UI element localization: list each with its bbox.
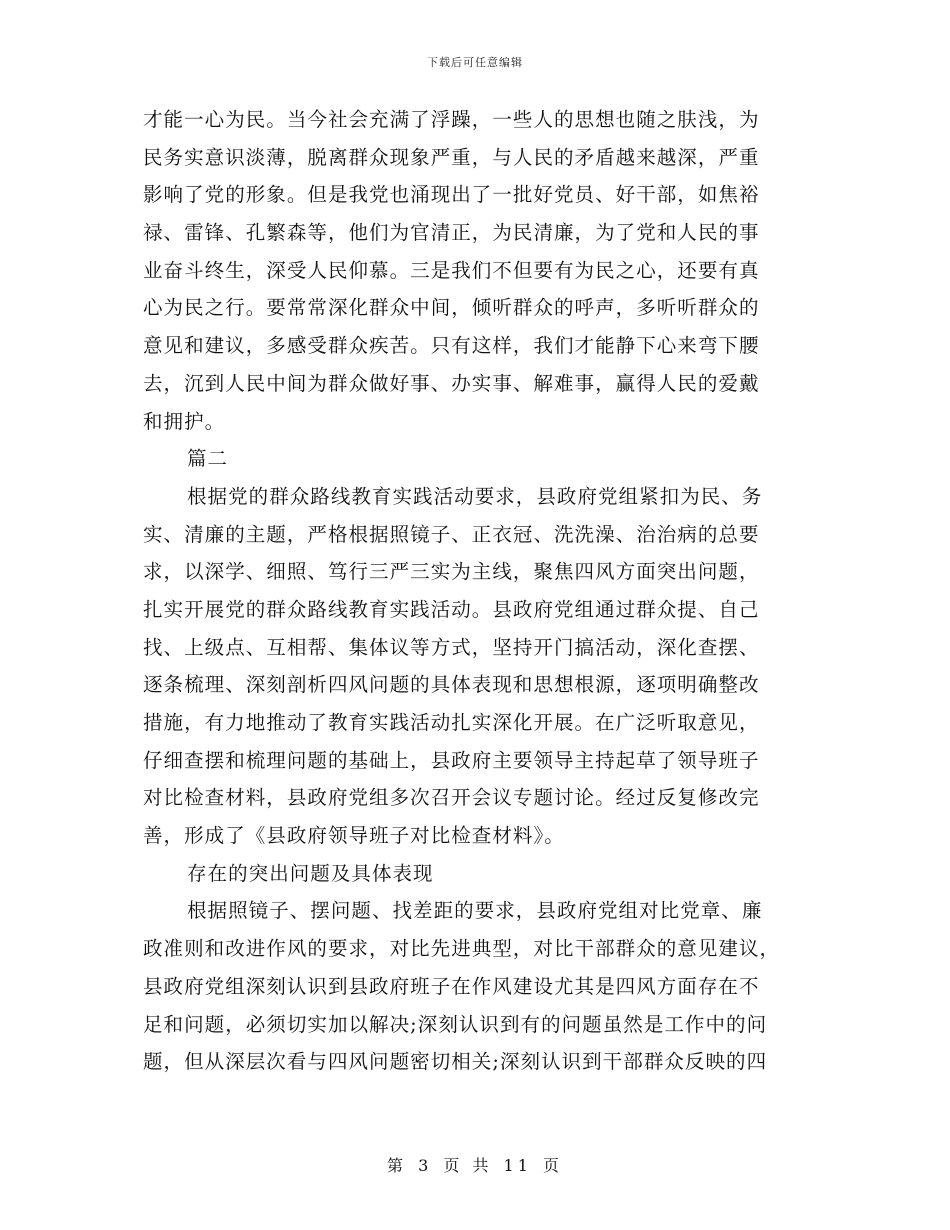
text-line: 逐条梳理、深刻剖析四风问题的具体表现和思想根源，逐项明确整改 bbox=[143, 673, 760, 697]
total-page-count: 11 bbox=[503, 1156, 532, 1175]
text-line: 扎实开展党的群众路线教育实践活动。县政府党组通过群众提、自己 bbox=[143, 597, 760, 621]
text-line: 求，以深学、细照、笃行三严三实为主线，聚焦四风方面突出问题， bbox=[143, 560, 760, 584]
text-line: 仔细查摆和梳理问题的基础上，县政府主要领导主持起草了领导班子 bbox=[143, 748, 760, 772]
text-line: 业奋斗终生，深受人民仰慕。三是我们不但要有为民之心，还要有真 bbox=[143, 258, 760, 282]
text-line: 禄、雷锋、孔繁森等，他们为官清正，为民清廉，为了党和人民的事 bbox=[143, 221, 760, 245]
section-heading: 存在的突出问题及具体表现 bbox=[187, 861, 434, 885]
page-header: 下载后可任意编辑 bbox=[427, 56, 523, 69]
text-line: 找、上级点、互相帮、集体议等方式，坚持开门搞活动，深化查摆、 bbox=[143, 635, 760, 659]
text-line: 实、清廉的主题，严格根据照镜子、正衣冠、洗洗澡、治治病的总要 bbox=[143, 522, 760, 546]
text-line: 去，沉到人民中间为群众做好事、办实事、解难事，赢得人民的爱戴 bbox=[143, 371, 760, 395]
footer-prefix: 第 bbox=[386, 1156, 407, 1175]
text-line: 县政府党组深刻认识到县政府班子在作风建设尤其是四风方面存在不 bbox=[143, 974, 760, 998]
document-body bbox=[143, 101, 803, 1081]
footer-suffix: 页 bbox=[543, 1156, 564, 1175]
text-line: 心为民之行。要常常深化群众中间，倾听群众的呼声，多听听群众的 bbox=[143, 296, 760, 320]
text-line: 政准则和改进作风的要求，对比先进典型，对比干部群众的意见建议， bbox=[143, 937, 781, 961]
text-line: 影响了党的形象。但是我党也涌现出了一批好党员、好干部，如焦裕 bbox=[143, 183, 760, 207]
text-line: 足和问题，必须切实加以解决;深刻认识到有的问题虽然是工作中的问 bbox=[143, 1012, 768, 1036]
text-line: 才能一心为民。当今社会充满了浮躁，一些人的思想也随之肤浅，为 bbox=[143, 108, 760, 131]
section-heading: 篇二 bbox=[187, 447, 229, 471]
footer-middle: 页 共 bbox=[443, 1156, 493, 1175]
text-line: 和拥护。 bbox=[143, 409, 226, 433]
text-line: 题，但从深层次看与四风问题密切相关;深刻认识到干部群众反映的四 bbox=[143, 1050, 768, 1074]
paragraph-first-line: 根据照镜子、摆问题、找差距的要求，县政府党组对比党章、廉 bbox=[187, 899, 763, 923]
text-line: 善，形成了《县政府领导班子对比检查材料》。 bbox=[143, 824, 565, 848]
text-line: 对比检查材料，县政府党组多次召开会议专题讨论。经过反复修改完 bbox=[143, 786, 760, 810]
text-line: 意见和建议，多感受群众疾苦。只有这样，我们才能静下心来弯下腰 bbox=[143, 334, 760, 358]
text-line: 措施，有力地推动了教育实践活动扎实深化开展。在广泛听取意见， bbox=[143, 711, 760, 734]
paragraph-first-line: 根据党的群众路线教育实践活动要求，县政府党组紧扣为民、务 bbox=[187, 484, 763, 508]
current-page-number: 3 bbox=[418, 1156, 433, 1175]
page-footer bbox=[0, 1153, 950, 1176]
text-line: 民务实意识淡薄，脱离群众现象严重，与人民的矛盾越来越深，严重 bbox=[143, 145, 760, 169]
